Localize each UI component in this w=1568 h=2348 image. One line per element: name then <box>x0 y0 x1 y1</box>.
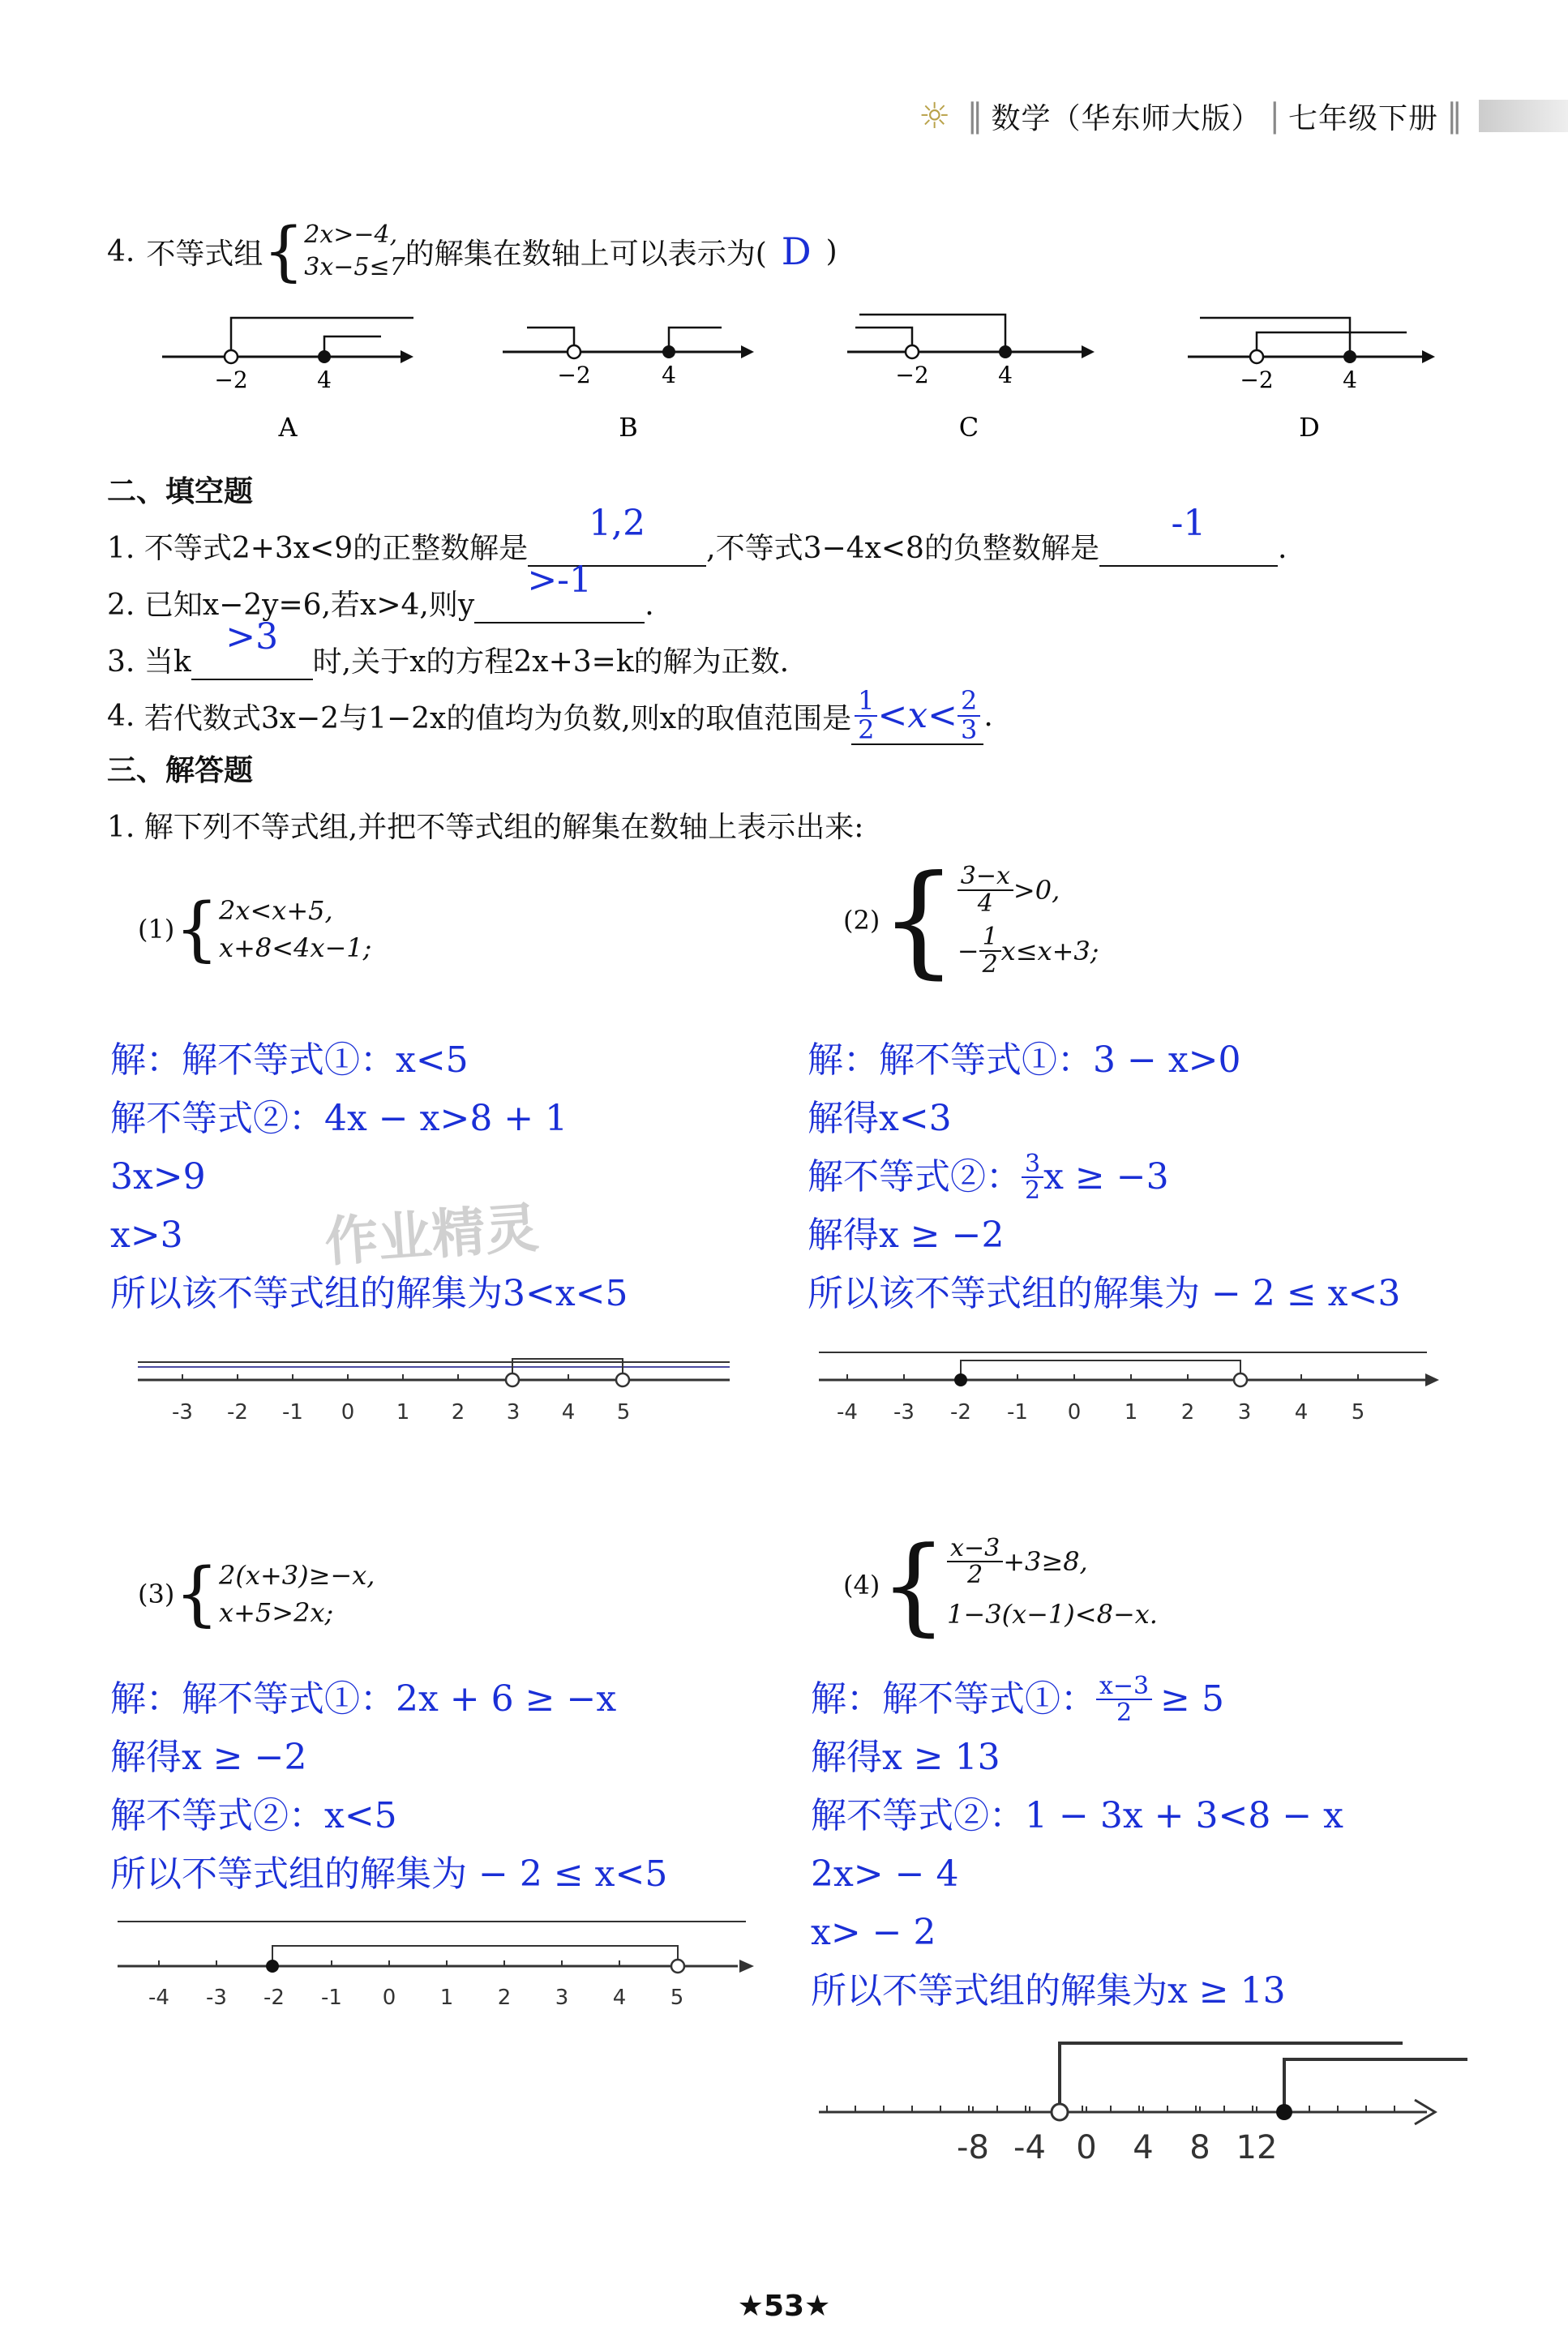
tick-label: -4 <box>148 1986 169 2010</box>
closed-point <box>954 1373 967 1386</box>
fill-question-3: 3. 当k >3 时,关于x的方程2x+3=k的解为正数. <box>107 616 790 679</box>
tick-label: -1 <box>1007 1400 1028 1425</box>
answer-blank[interactable]: 1,2 <box>528 532 706 567</box>
tick-label: 3 <box>1237 1400 1252 1425</box>
tick-label: 1 <box>396 1400 410 1425</box>
number-line-4 <box>811 2027 1476 2189</box>
tick-label: 2 <box>1180 1400 1195 1425</box>
question-text: 不等式组 <box>146 237 263 271</box>
brace-icon: { <box>174 889 220 970</box>
section-title: 二、填空题 <box>107 475 254 508</box>
divider-icon: ‖ <box>1446 97 1463 135</box>
tick-label: 12 <box>1236 2129 1278 2166</box>
divider-icon: | <box>1269 97 1280 135</box>
tick-label: 4 <box>1133 2129 1154 2166</box>
option-label: D <box>1299 412 1320 443</box>
tick-label: -2 <box>227 1400 248 1425</box>
problem-4: (4) { $\frac{x-3}{2}$ +3≥8, 1−3(x−1)<8−x. <box>843 1523 1158 1647</box>
answer-blank[interactable]: -1 <box>1099 532 1278 567</box>
tick-label: 0 <box>1076 2129 1097 2166</box>
tick-label: 5 <box>1351 1400 1365 1425</box>
header-decoration <box>1479 100 1568 132</box>
fill-question-1: 1. 不等式2+3x<9的正整数解是 1,2 ,不等式3−4x<8的负整数解是 -1 . <box>107 503 1287 565</box>
tick-label: −2 <box>214 366 248 393</box>
closed-point <box>1276 2104 1292 2120</box>
tick-label: 0 <box>382 1986 396 2010</box>
divider-icon: ‖ <box>966 97 983 135</box>
fill-question-2: 2. 已知x−2y=6,若x>4,则y >-1 . <box>107 559 654 622</box>
number-line-1 <box>130 1330 746 1451</box>
tick-label: -2 <box>263 1986 285 2010</box>
brace-icon: { <box>880 1523 948 1647</box>
problem-2: (2) { $\frac{3-x}{4}$ >0, − $\frac{1}{2}$ x≤x+3; <box>843 850 1099 991</box>
open-point <box>671 1960 684 1973</box>
option-number-lines <box>154 300 1451 454</box>
tick-label: 3 <box>555 1986 569 2010</box>
question-text: 的解集在数轴上可以表示为( <box>405 237 767 271</box>
tick-label: -3 <box>893 1400 915 1425</box>
brace-icon: { <box>880 850 958 991</box>
tick-label: -2 <box>950 1400 971 1425</box>
tick-label: 1 <box>1124 1400 1138 1425</box>
option-label: C <box>958 412 979 443</box>
tick-label: 2 <box>497 1986 512 2010</box>
sun-icon: ☼ <box>919 95 951 137</box>
tick-label: −2 <box>557 362 591 388</box>
question-text: ) <box>825 234 838 268</box>
answer-blank[interactable]: >3 <box>191 645 313 680</box>
page-header <box>919 96 1568 136</box>
inequality-system: 2x>−4, 3x−5≤7 <box>304 221 405 281</box>
tick-label: 4 <box>1343 366 1357 393</box>
tick-label: -1 <box>282 1400 303 1425</box>
option-a-line <box>162 318 413 443</box>
answer-choice: D <box>781 229 812 273</box>
solution-3: 解：解不等式①：2x + 6 ≥ −x 解得x ≥ −2 解不等式②：x<5 所以不等式组的解集为 − 2 ≤ x<5 <box>110 1678 668 1895</box>
tick-label: -3 <box>206 1986 227 2010</box>
solution-2: 解：解不等式①：3 − x>0 解得x<3 解不等式②： $\frac{3}{2}$ x ≥ −3 解得x ≥ −2 所以该不等式组的解集为 − 2 ≤ x<3 <box>808 1039 1401 1314</box>
tick-label: −2 <box>1240 366 1274 393</box>
tick-label: 4 <box>612 1986 627 2010</box>
tick-label: -8 <box>957 2129 989 2166</box>
fill-question-4: 4. 若代数式3x−2与1−2x的值均为负数,则x的取值范围是 $\frac{1}{2}$ <x< $\frac{2}{3}$ . <box>107 685 993 745</box>
tick-label: 2 <box>451 1400 465 1425</box>
tick-label: 8 <box>1189 2129 1210 2166</box>
number-line-2 <box>811 1330 1459 1451</box>
tick-label: 1 <box>439 1986 454 2010</box>
number-line-3 <box>114 1905 762 2027</box>
tick-label: 0 <box>1067 1400 1082 1425</box>
book-grade: 七年级下册 <box>1287 101 1438 135</box>
option-label: B <box>619 412 638 443</box>
tick-label: 5 <box>616 1400 631 1425</box>
tick-label: 4 <box>317 366 332 393</box>
tick-label: 4 <box>998 362 1013 388</box>
option-d-line <box>1188 318 1435 443</box>
option-c-line <box>847 315 1095 443</box>
option-b-line <box>503 328 754 443</box>
tick-label: 4 <box>561 1400 576 1425</box>
answer-blank[interactable]: $\frac{1}{2}$ <x< $\frac{2}{3}$ <box>851 688 983 745</box>
tick-label: -1 <box>321 1986 342 2010</box>
tick-label: 3 <box>506 1400 521 1425</box>
question-number: 4. <box>107 234 135 268</box>
tick-label: 0 <box>341 1400 355 1425</box>
tick-label: -4 <box>837 1400 858 1425</box>
open-point <box>1052 2104 1068 2120</box>
tick-label: -4 <box>1013 2129 1046 2166</box>
tick-label: 4 <box>662 362 676 388</box>
problem-3: (3) { 2(x+3)≥−x, x+5>2x; <box>138 1553 375 1635</box>
page-number: ★53★ <box>737 2290 831 2323</box>
problem-1: (1) { 2x<x+5, x+8<4x−1; <box>138 889 372 970</box>
problem-intro: 1. 解下列不等式组,并把不等式组的解集在数轴上表示出来: <box>107 811 864 844</box>
option-label: A <box>278 412 298 443</box>
solution-1: 解：解不等式①：x<5 解不等式②：4x − x>8 + 1 3x>9 x>3 所以该不等式组的解集为3<x<5 <box>110 1039 628 1314</box>
closed-point <box>266 1960 279 1973</box>
brace-icon: { <box>263 213 305 289</box>
open-point <box>506 1373 519 1386</box>
tick-label: 5 <box>670 1986 684 2010</box>
question-4 <box>107 213 838 289</box>
open-point <box>616 1373 629 1386</box>
answer-blank[interactable]: >-1 <box>474 589 645 623</box>
brace-icon: { <box>174 1553 220 1635</box>
tick-label: −2 <box>895 362 929 388</box>
section-title: 三、解答题 <box>107 754 254 787</box>
open-point <box>1234 1373 1247 1386</box>
tick-label: 4 <box>1294 1400 1309 1425</box>
book-title: 数学（华东师大版） <box>991 101 1262 135</box>
watermark: 作业精灵 <box>323 1196 541 1275</box>
tick-label: -3 <box>172 1400 193 1425</box>
solution-4: 解：解不等式①： $\frac{x-3}{2}$ ≥ 5 解得x ≥ 13 解不等式②：1 − 3x + 3<8 − x 2x> − 4 x> − 2 所以不等式组的解集为x ≥ 13 <box>811 1671 1343 2012</box>
